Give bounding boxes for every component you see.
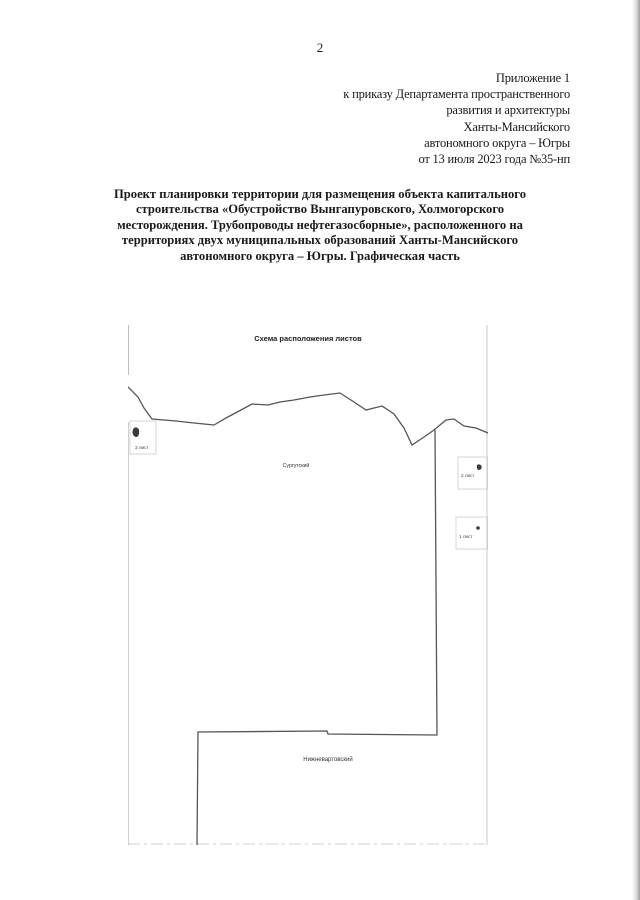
document-title <box>70 187 570 264</box>
appendix-line: Приложение 1 <box>495 71 570 85</box>
appendix-line: автономного округа – Югры <box>424 135 570 150</box>
title-line: территориях двух муниципальных образований Ханты-Мансийского <box>121 233 519 248</box>
page-number: 2 <box>316 40 324 55</box>
district-boundary-east-south <box>197 430 437 845</box>
sheet-1-label: 1 лист <box>459 534 473 539</box>
appendix-line: Ханты-Мансийского <box>463 119 570 134</box>
map-drawing <box>128 325 488 845</box>
sheet-layout-map <box>128 325 488 845</box>
title-line: автономного округа – Югры. Графическая часть <box>180 248 460 263</box>
district-boundary-north <box>128 387 488 445</box>
appendix-line: к приказу Департамента пространственного <box>343 87 570 102</box>
sheet-3-marker-icon <box>133 427 140 437</box>
scan-edge-shadow <box>632 0 640 900</box>
title-line: месторождения. Трубопроводы нефтегазосборные», расположенного на <box>117 217 523 232</box>
region-label-surgut: Сургутский <box>282 463 310 469</box>
appendix-block <box>240 70 570 167</box>
sheet-3-label: 3 лист <box>135 445 149 450</box>
appendix-line: от 13 июля 2023 года №35-нп <box>418 152 570 167</box>
region-label-nizhnevartovsk: Нижневартовский <box>303 757 353 763</box>
sheet-2-label: 2 лист <box>461 473 475 478</box>
appendix-line: развития и архитектуры <box>446 103 570 118</box>
sheet-1-marker-icon <box>476 526 480 530</box>
sheet-2-marker-icon <box>477 464 482 470</box>
map-title: Схема расположения листов <box>254 334 362 343</box>
title-line: Проект планировки территории для размещения объекта капитального <box>113 187 526 201</box>
sheet-1-box <box>456 517 488 549</box>
title-line: строительства «Обустройство Вынгапуровского, Холмогорского <box>135 202 505 217</box>
